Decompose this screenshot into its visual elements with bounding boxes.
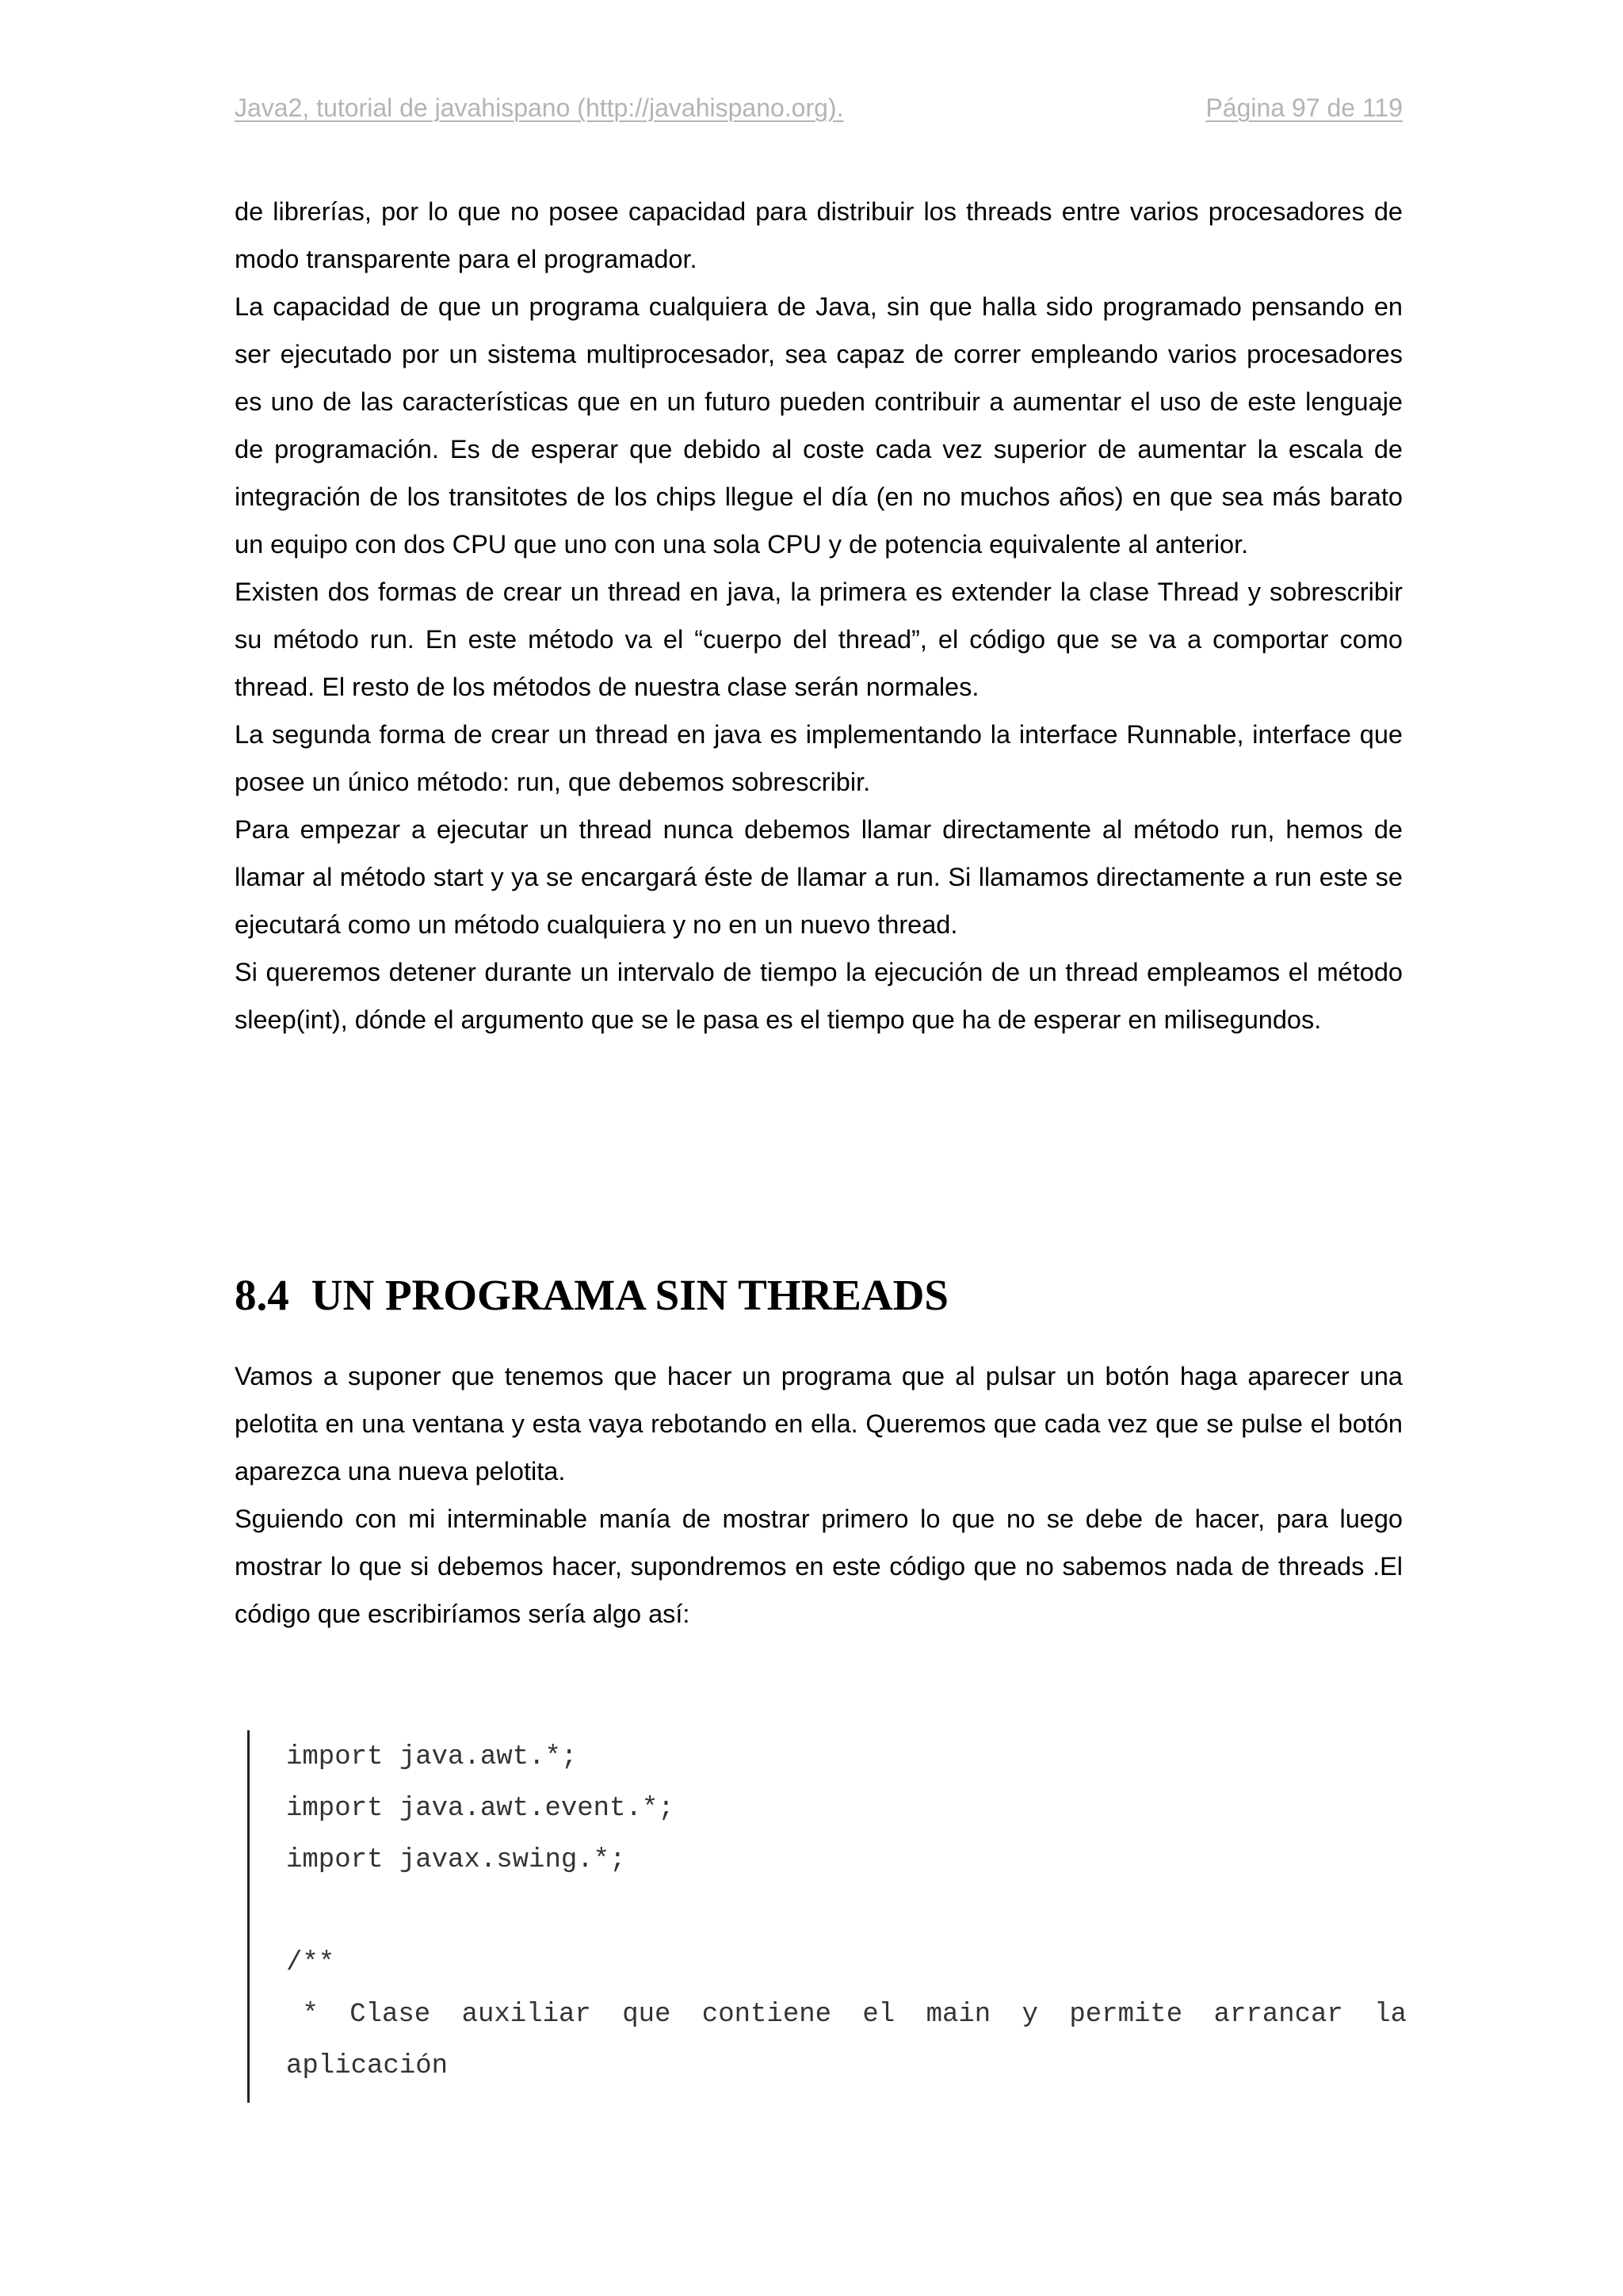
code-word: que [622,2000,671,2030]
section-title: UN PROGRAMA SIN THREADS [311,1271,949,1319]
paragraph-sguiendo: Sguiendo con mi interminable manía de mostrar primero lo que no se debe de hacer, para luego mostrar lo que si debemos hacer, supondremos en este código que no sabemos nada de threads .El código que escribiríamos sería algo así: [235,1505,1403,1628]
code-line-import-awt-event: import java.awt.event.*; [286,1794,674,1824]
code-word: arrancar [1213,2000,1343,2030]
body-text-section [235,1352,1403,1638]
paragraph-sleep: Si queremos detener durante un intervalo de tiempo la ejecución de un thread empleamos el método sleep(int), dónde el argumento que se le pasa es el tiempo que ha de esperar en milisegundos. [235,958,1403,1034]
code-word: main [926,2000,991,2030]
code-line-comment-end: aplicación [286,2051,449,2081]
code-word: y [1022,2000,1038,2030]
paragraph-librerias: de librerías, por lo que no posee capacidad para distribuir los threads entre varios procesadores de modo transparente para el programador. [235,197,1403,273]
code-word: * [286,2000,319,2030]
code-word: Clase [349,2000,431,2030]
code-line-comment-text [286,1999,1407,2031]
paragraph-runnable: La segunda forma de crear un thread en java es implementando la interface Runnable, interface que posee un único método: run, que debemos sobrescribir. [235,720,1403,796]
code-word: el [862,2000,896,2030]
paragraph-start-run: Para empezar a ejecutar un thread nunca debemos llamar directamente al método run, hemos de llamar al método start y ya se encargará éste de llamar a run. Si llamamos directamente a run este se ejecutará como un método cualquiera y no en un nuevo thread. [235,815,1403,939]
section-heading [235,1268,949,1323]
header-page-number: Página 97 de 119 [1205,93,1403,122]
paragraph-pelotita: Vamos a suponer que tenemos que hacer un programa que al pulsar un botón haga aparecer una pelotita en una ventana y esta vaya rebotando en ella. Queremos que cada vez que se pulse el botón aparezca una nueva pelotita. [235,1362,1403,1486]
page-header [235,93,1403,133]
code-word: la [1374,2000,1407,2030]
paragraph-formas-thread: Existen dos formas de crear un thread en java, la primera es extender la clase Thread y sobrescribir su método run. En este método va el “cuerpo del thread”, el código que se va a comportar como thread. El resto de los métodos de nuestra clase serán normales. [235,578,1403,701]
code-word: permite [1069,2000,1183,2030]
header-title-link[interactable]: Java2, tutorial de javahispano (http://javahispano.org). [235,93,844,122]
code-block [247,1730,1407,2103]
code-word: contiene [701,2000,832,2030]
section-number: 8.4 [235,1271,289,1319]
paragraph-multiprocesador: La capacidad de que un programa cualquiera de Java, sin que halla sido programado pensando en ser ejecutado por un sistema multiprocesador, sea capaz de correr empleando varios procesadores es uno de las características que en un futuro pueden contribuir a aumentar el uso de este lenguaje de programación. Es de esperar que debido al coste cada vez superior de aumentar la escala de integración de los transitotes de los chips llegue el día (en no muchos años) en que sea más barato un equipo con dos CPU que uno con una sola CPU y de potencia equivalente al anterior. [235,292,1403,559]
code-line-comment-open: /** [286,1948,335,1978]
body-text-top [235,188,1403,1043]
code-line-import-swing: import javax.swing.*; [286,1845,626,1875]
code-line-import-awt: import java.awt.*; [286,1742,578,1772]
code-word: auxiliar [461,2000,591,2030]
